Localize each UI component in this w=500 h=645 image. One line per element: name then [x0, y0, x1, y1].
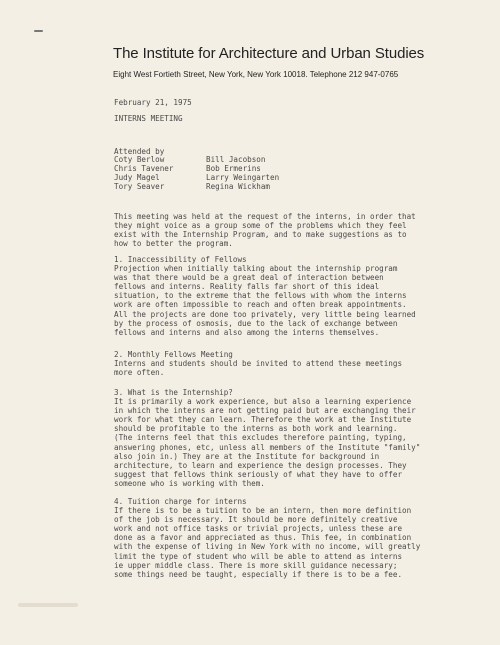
text-line: fellows and interns. Reality falls far short of this ideal [114, 282, 380, 292]
attendee: Judy Magel [114, 173, 160, 183]
text-line: This meeting was held at the request of the interns, in order that [114, 212, 416, 221]
text-line: work and not office tasks or trivial projects, unless these are [114, 524, 403, 534]
text-line: Interns and students should be invited to attend these meetings [114, 359, 403, 369]
text-line: fellows and interns and also among the interns themselves. [114, 327, 380, 337]
section-what-is-internship [114, 388, 420, 488]
text-line: limit the type of student who will be able to attend as interns [114, 551, 403, 561]
section-inaccessibility [114, 255, 416, 337]
paper-speck [34, 30, 43, 32]
letterhead-address: Eight West Fortieth Street, New York, New York 10018. Telephone 212 947-0765 [113, 70, 399, 79]
attendee: Chris Tavener [114, 164, 174, 174]
text-line: (The interns feel that this excludes therefore painting, typing, [114, 433, 407, 443]
letterhead-title: The Institute for Architecture and Urban Studies [113, 45, 425, 62]
text-line: work for what they can learn. Therefore the work at the Institute [114, 415, 412, 425]
attendees-right [206, 155, 279, 191]
text-line: ie upper middle class. There is more skill guidance necessary; [114, 560, 398, 570]
text-line: some things need be taught, especially if there is to be a fee. [114, 569, 403, 579]
attendee: Regina Wickham [206, 182, 271, 192]
section-heading: 1. Inaccessibility of Fellows [114, 255, 247, 264]
text-line: also join in.) They are at the Institute for background in [114, 451, 380, 461]
memo-subject: INTERNS MEETING [114, 114, 183, 123]
text-line: with the expense of living in New York with no income, will greatly [114, 542, 421, 552]
text-line: in which the interns are not getting paid but are exchanging their [114, 406, 416, 416]
memo-date: February 21, 1975 [114, 98, 192, 107]
text-line: done as a favor and appreciated as thus. This fee, in combination [114, 533, 412, 543]
section-heading: 2. Monthly Fellows Meeting [114, 350, 233, 359]
text-line: someone who is working with them. [114, 478, 265, 488]
text-line: answering phones, etc, unless all members of the Institute "family" [114, 442, 421, 452]
attended-label: Attended by [114, 147, 165, 156]
attendee: Coty Berlow [114, 155, 165, 164]
section-heading: 4. Tuition charge for interns [114, 497, 247, 506]
text-line: by the process of osmosis, due to the lack of exchange between [114, 318, 398, 328]
text-line: All the projects are done too privately, very little being learned [114, 309, 416, 319]
text-line: architecture, to learn and experience the design processes. They [114, 460, 407, 470]
text-line: they might voice as a group some of the problems which they feel [114, 221, 407, 231]
attendee: Tory Seaver [114, 182, 165, 192]
section-monthly-meeting [114, 350, 402, 377]
text-line: more often. [114, 368, 165, 378]
attendee: Bob Ermerins [206, 164, 261, 174]
attendee: Larry Weingarten [206, 173, 280, 183]
text-line: situation, to the extreme that the fellows with whom the interns [114, 291, 407, 301]
text-line: exist with the Internship Program, and to make suggestions as to [114, 230, 407, 240]
faint-stamp-mark [18, 603, 78, 607]
text-line: was that there would be a great deal of interaction between [114, 273, 384, 283]
text-line: If there is to be a tuition to be an intern, then more definition [114, 506, 412, 516]
text-line: It is primarily a work experience, but also a learning experience [114, 397, 412, 407]
section-heading: 3. What is the Internship? [114, 388, 233, 397]
intro-paragraph [114, 212, 416, 248]
text-line: suggest that fellows think seriously of what they have to offer [114, 469, 403, 479]
text-line: should be profitable to the interns as both work and learning. [114, 424, 398, 434]
attendee: Bill Jacobson [206, 155, 266, 164]
section-tuition-charge [114, 497, 420, 579]
attendees-left [114, 155, 173, 191]
text-line: how to better the program. [114, 239, 233, 249]
text-line: of the job is necessary. It should be more definitely creative [114, 515, 398, 525]
text-line: Projection when initially talking about the internship program [114, 264, 398, 274]
text-line: work are often impossible to reach and often break appointments. [114, 300, 407, 310]
